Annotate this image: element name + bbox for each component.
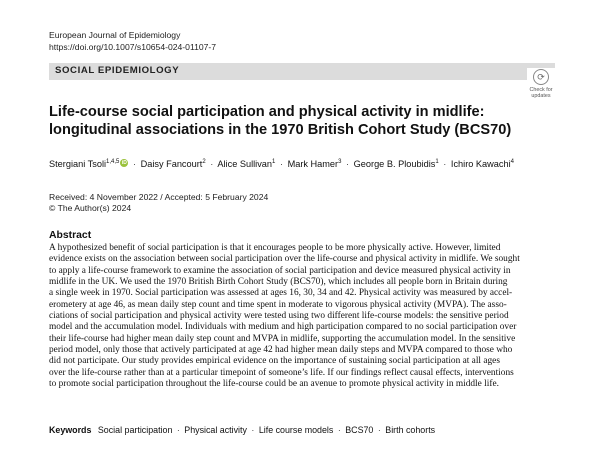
received-accepted-dates: Received: 4 November 2022 / Accepted: 5 February 2024 <box>49 192 269 202</box>
abstract-body <box>49 243 563 390</box>
abstract-line: model and the accumulation model. Individuals with medium and high participation compared to no social participation over <box>49 322 517 333</box>
abstract-line: did not participate. Our study provides empirical evidence on the importance of sustaining social participation at all ages <box>49 356 500 367</box>
check-updates-line1: Check for <box>529 87 553 93</box>
abstract-line: to apply a life-course framework to examine the association of social participation and device measured physical activity in <box>49 265 511 276</box>
keyword-item[interactable]: Life course models <box>258 425 334 435</box>
author-affiliation: 1 <box>272 159 276 165</box>
abstract-line: evidence exists on the association between social participation over the life-course and physical activity in midlife. We sought <box>49 254 520 265</box>
author-name[interactable]: Mark Hamer <box>287 159 339 169</box>
keyword-separator: · <box>251 425 255 435</box>
keyword-item[interactable]: Birth cohorts <box>385 425 436 435</box>
abstract-line: A hypothesized benefit of social participation is that it encourages people to be more physically active. However, limited <box>49 243 501 253</box>
author-name[interactable]: George B. Ploubidis <box>353 159 436 169</box>
author-list <box>49 156 569 170</box>
keyword-separator: · <box>377 425 381 435</box>
author-separator: · <box>210 159 214 169</box>
section-banner <box>49 63 555 80</box>
author-name[interactable]: Stergiani Tsoli <box>49 159 107 169</box>
keyword-separator: · <box>176 425 180 435</box>
author-affiliation: 1 <box>435 159 439 165</box>
keywords-heading: Keywords <box>49 425 92 435</box>
copyright-notice: © The Author(s) 2024 <box>49 203 132 213</box>
author-separator: · <box>279 159 283 169</box>
author-separator: · <box>346 159 350 169</box>
keyword-item[interactable]: Social participation <box>97 425 173 435</box>
author-affiliation: 4 <box>510 159 514 165</box>
keywords-line <box>49 425 435 436</box>
author-separator: · <box>132 159 137 169</box>
abstract-line: to promote social participation throughout the life-course could be an avenue to promote physical activity in middle life. <box>49 379 499 390</box>
doi-link[interactable]: https://doi.org/10.1007/s10654-024-01107-7 <box>49 42 217 52</box>
author-affiliation: 1,4,5 <box>106 159 120 165</box>
check-for-updates-badge[interactable] <box>527 68 555 99</box>
abstract-line: period model, only those that actively participated at age 42 had higher mean daily steps and MVPA compared to those who <box>49 345 513 356</box>
abstract-line: erometery at age 46, as mean daily step count and time spent in moderate to vigorous physical activity (MVPA). The asso- <box>49 299 507 310</box>
author-affiliation: 2 <box>202 159 206 165</box>
author-affiliation: 3 <box>338 159 342 165</box>
keyword-separator: · <box>337 425 341 435</box>
journal-name: European Journal of Epidemiology <box>49 30 181 40</box>
orcid-icon[interactable]: iD <box>121 160 127 166</box>
abstract-line: over the life-course rather than at a particular timepoint of someone’s life. If our findings reflect causal effects, interventions <box>49 367 514 378</box>
article-title <box>49 104 519 139</box>
author-separator: · <box>443 159 447 169</box>
abstract-line: midlife in the UK. We used the 1970 British Birth Cohort Study (BCS70), which includes all people born in Britain during <box>49 277 508 288</box>
title-line-1: Life-course social participation and physical activity in midlife: <box>49 104 485 120</box>
section-label: SOCIAL EPIDEMIOLOGY <box>55 65 180 76</box>
check-updates-icon: ⟳ <box>533 69 549 85</box>
abstract-line: ciations of social participation and physical activity were tested using two different life-course models: the sensitive period <box>49 311 509 322</box>
abstract-heading: Abstract <box>49 230 92 241</box>
keyword-item[interactable]: Physical activity <box>184 425 247 435</box>
keyword-item[interactable]: BCS70 <box>345 425 374 435</box>
author-name[interactable]: Alice Sullivan <box>217 159 273 169</box>
author-name[interactable]: Daisy Fancourt <box>140 159 203 169</box>
abstract-line: a single week in 1970. Social participation was assessed at ages 16, 30, 34 and 42. Physical activity was measured by accel- <box>49 288 513 299</box>
author-name[interactable]: Ichiro Kawachi <box>450 159 511 169</box>
title-line-2: longitudinal associations in the 1970 British Cohort Study (BCS70) <box>49 121 512 138</box>
abstract-line: their life-course had higher mean daily step count and MVPA in midlife, supporting the accumulation model. In the sensitive <box>49 333 516 344</box>
check-updates-line2: updates <box>531 93 551 99</box>
